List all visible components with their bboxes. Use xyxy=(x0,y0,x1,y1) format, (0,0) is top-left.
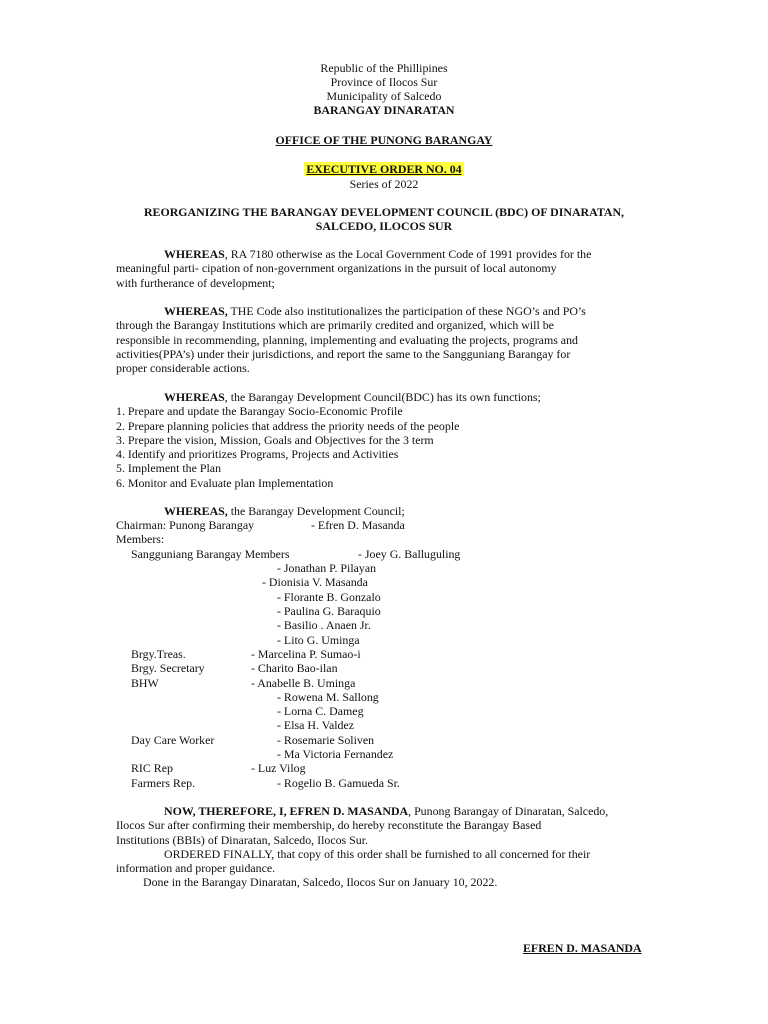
whereas-2-line4: activities(PPA’s) under their jurisdictions, and report the same to the Sangguniang Barangay for xyxy=(116,346,571,361)
sb-members-label: Sangguniang Barangay Members xyxy=(131,547,290,561)
order-title-line2: SALCEDO, ILOCOS SUR xyxy=(315,219,453,233)
whereas-2-line1: THE Code also institutionalizes the participation of these NGO’s and PO’s xyxy=(227,304,586,318)
members-label: Members: xyxy=(116,532,165,546)
whereas-2-lead: WHEREAS, xyxy=(164,304,228,318)
function-item: 1. Prepare and update the Barangay Socio-Economic Profile xyxy=(116,404,403,419)
ric-rep-name: - Luz Vilog xyxy=(251,761,306,775)
bhw-label: BHW xyxy=(131,676,159,690)
secretary-label: Brgy. Secretary xyxy=(131,661,205,675)
whereas-3-line1: , the Barangay Development Council(BDC) has its own functions; xyxy=(224,390,541,404)
farmers-rep-label: Farmers Rep. xyxy=(131,776,196,790)
executive-order-label: EXECUTIVE ORDER NO. 04 xyxy=(306,162,462,176)
secretary-name: - Charito Bao-ilan xyxy=(251,661,338,675)
whereas-2-line2: through the Barangay Institutions which are primarily credited and organized, which will be xyxy=(116,318,554,333)
sb-member: - Lito G. Uminga xyxy=(277,633,360,647)
ric-rep-label: RIC Rep xyxy=(131,761,173,775)
header-barangay: BARANGAY DINARATAN xyxy=(313,103,455,117)
office-title: OFFICE OF THE PUNONG BARANGAY xyxy=(275,133,493,147)
done-line: Done in the Barangay Dinaratan, Salcedo, Ilocos Sur on January 10, 2022. xyxy=(143,875,498,890)
sb-member: - Dionisia V. Masanda xyxy=(262,575,368,589)
function-item: 5. Implement the Plan xyxy=(116,461,222,476)
whereas-2-line5: proper considerable actions. xyxy=(116,361,250,376)
therefore-line1: , Punong Barangay of Dinaratan, Salcedo, xyxy=(408,804,609,818)
function-item: 4. Identify and prioritizes Programs, Projects and Activities xyxy=(116,447,399,462)
whereas-2 xyxy=(116,304,656,375)
treasurer-label: Brgy.Treas. xyxy=(131,647,186,661)
day-care-member: - Ma Victoria Fernandez xyxy=(277,747,394,761)
whereas-2-line3: responsible in recommending, planning, implementing and evaluating the projects, programs and xyxy=(116,332,578,347)
series: Series of 2022 xyxy=(349,177,419,191)
sb-member: - Jonathan P. Pilayan xyxy=(277,561,377,575)
whereas-1-lead: WHEREAS xyxy=(164,247,225,261)
bhw-member: - Anabelle B. Uminga xyxy=(251,676,356,690)
treasurer-name: - Marcelina P. Sumao-i xyxy=(251,647,361,661)
whereas-1-line2: meaningful parti- cipation of non-government organizations in the pursuit of local autonomy xyxy=(116,261,557,276)
therefore-line2: Ilocos Sur after confirming their membership, do hereby reconstitute the Barangay Based xyxy=(116,818,542,833)
whereas-1 xyxy=(116,247,656,290)
header-province: Province of Ilocos Sur xyxy=(330,75,438,89)
executive-order-number xyxy=(0,162,768,176)
ordered-line2: information and proper guidance. xyxy=(116,861,276,876)
whereas-3-lead: WHEREAS xyxy=(164,390,225,404)
function-item: 2. Prepare planning policies that address the priority needs of the people xyxy=(116,418,460,433)
header-republic: Republic of the Phillipines xyxy=(320,61,448,75)
whereas-1-line1: , RA 7180 otherwise as the Local Government Code of 1991 provides for the xyxy=(224,247,592,261)
bhw-member: - Elsa H. Valdez xyxy=(277,718,355,732)
bhw-member: - Rowena M. Sallong xyxy=(277,690,379,704)
sb-member: - Joey G. Balluguling xyxy=(358,547,461,561)
signature-name: EFREN D. MASANDA xyxy=(523,941,642,955)
chairman-name: - Efren D. Masanda xyxy=(311,518,405,532)
day-care-label: Day Care Worker xyxy=(131,733,215,747)
chairman-label: Chairman: Punong Barangay xyxy=(116,518,255,532)
header-municipality: Municipality of Salcedo xyxy=(326,89,442,103)
whereas-4-lead: WHEREAS, xyxy=(164,504,228,518)
function-item: 3. Prepare the vision, Mission, Goals and Objectives for the 3 term xyxy=(116,432,434,447)
farmers-rep-name: - Rogelio B. Gamueda Sr. xyxy=(277,776,400,790)
sb-member: - Florante B. Gonzalo xyxy=(277,590,381,604)
sb-member: - Basilio . Anaen Jr. xyxy=(277,618,371,632)
day-care-member: - Rosemarie Soliven xyxy=(277,733,375,747)
ordered-line1: ORDERED FINALLY, that copy of this order shall be furnished to all concerned for their xyxy=(164,846,591,861)
function-item: 6. Monitor and Evaluate plan Implementation xyxy=(116,475,334,490)
sb-member: - Paulina G. Baraquio xyxy=(277,604,381,618)
bhw-member: - Lorna C. Dameg xyxy=(277,704,364,718)
therefore-lead: NOW, THEREFORE, I, EFREN D. MASANDA xyxy=(164,804,409,818)
whereas-1-line3: with furtherance of development; xyxy=(116,275,275,290)
therefore-line3: Institutions (BBIs) of Dinaratan, Salcedo, Ilocos Sur. xyxy=(116,832,368,847)
whereas-4-line1: the Barangay Development Council; xyxy=(227,504,405,518)
whereas-3 xyxy=(116,390,656,490)
whereas-4 xyxy=(116,504,656,518)
order-title-line1: REORGANIZING THE BARANGAY DEVELOPMENT COUNCIL (BDC) OF DINARATAN, xyxy=(143,205,625,219)
therefore-paragraph xyxy=(116,804,656,890)
